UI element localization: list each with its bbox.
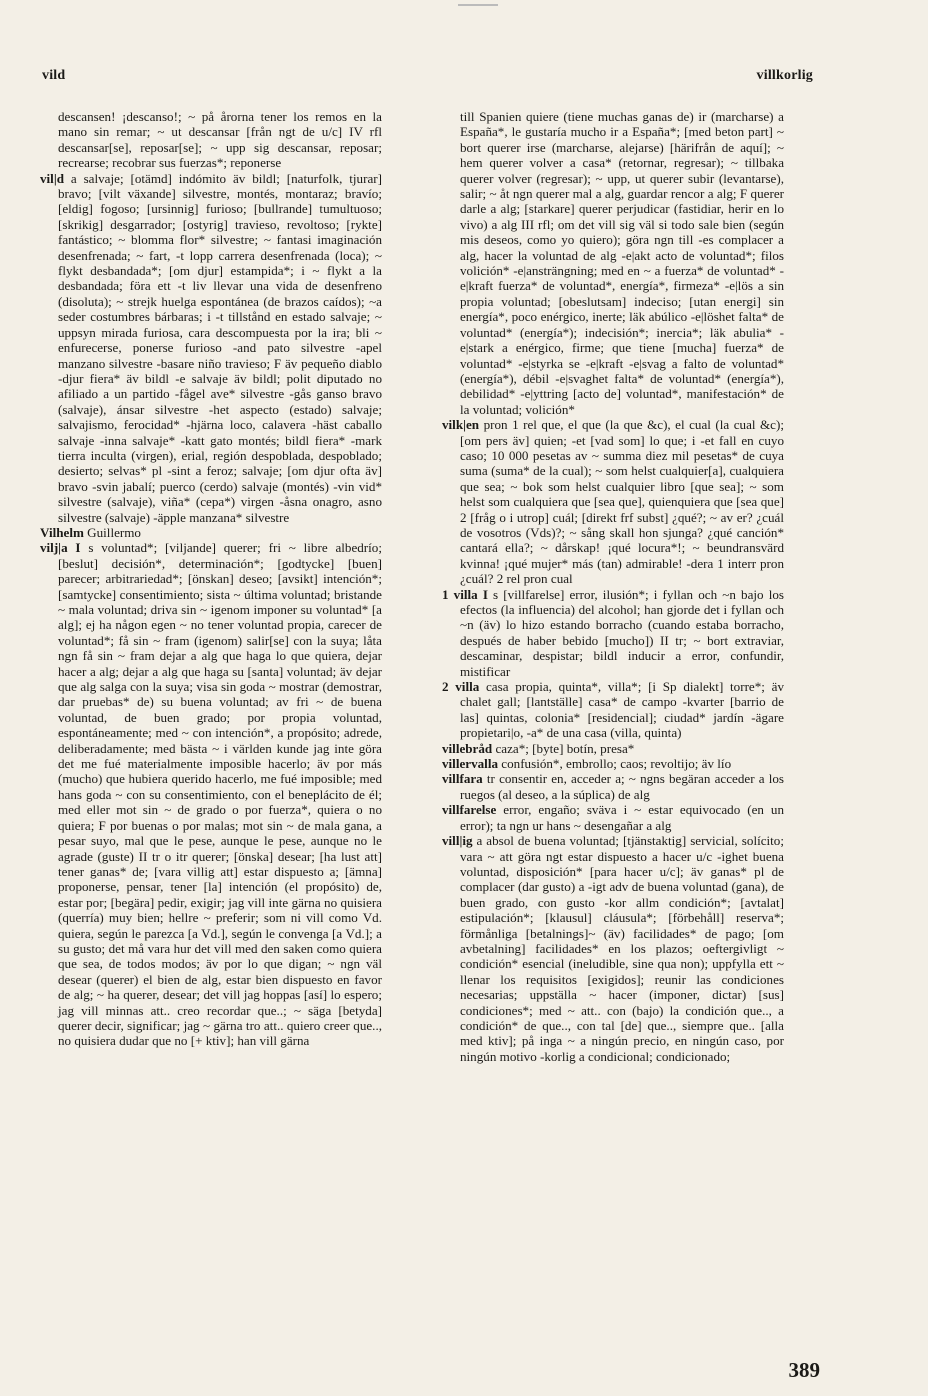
entry-text: a salvaje; [otämd] indómito äv bildl; [naturfolk, tjurar] bravo; [vilt växande] silvestre, montés, montaraz; bravío; [eldig] fogoso; [ursinnig] furioso; [bullrande] tumultuoso; [skrikig] desgarrador; [ostyrig] travieso, revoltoso; [rykte] fantástico; ~ blomma flor* silvestre; ~ fantasi imaginación desenfrenada; ~ fart, -t lopp carrera desenfrenada (loca); ~ flykt desbandada*; [om djur] estampida*; i ~ flykt a la desbandada; föra ett -t liv llevar una vida de desenfreno (disoluta); ~ strejk huelga espontánea (de brazos caídos); ~a seder costumbres bárbaras; i -t tillstånd en estado salvaje; ~ uppsyn mirada furiosa, cara descompuesta por la ira; bli ~ enfurecerse, ponerse furioso -and pato silvestre -apel manzano silvestre -basare niño travieso; F äv pequeño diablo -djur fiera* äv bildl -e salvaje äv bildl; polit diputado no afiliado a un partido -fågel ave* silvestre -gås ganso bravo (salvaje), ánsar silvestre -het aspecto (estado) salvaje; salvajismo, ferocidad* -hjärna loco, calavera -häst caballo salvaje -inna salvaje* -katt gato montés; bildl fiera* -mark tierra inculta (virgen), erial, región despoblada, despoblado; desierto; selvas* pl -sint a feroz; salvaje; [om djur ofta äv] bravo -svin jabalí; puerco (cerdo) salvaje (montés) -vin vid* silvestre (salvaje), viña* (cepa*) virgen -åsna onagro, asno silvestre (salvaje) -äpple manzana* silvestre <box>58 170 382 525</box>
left-column <box>40 109 382 1354</box>
dictionary-entry <box>442 587 784 679</box>
entry-text: confusión*, embrollo; caos; revoltijo; äv lío <box>498 756 732 772</box>
headword: villfara <box>442 771 483 787</box>
dictionary-entry <box>40 540 382 1048</box>
entry-text: pron 1 rel que, el que (la que &c), el cual (la cual &c); [om pers äv] quien; -et [vad som] lo que; i -et fall en cuyo caso; 10 000 pesetas av ~ summa diez mil pesetas* de cuya suma (suma* de la cual); ~ som helst cualquier[a], cualquiera que sea; ~ bok som helst cualquier libro [que sea]; ~ som helst som cualquiera que [sea que], quienquiera que [sea que] 2 [fråg o i utrop] cuál; [direkt frf subst] ¿qué?; ~ av er? ¿cuál de vosotros (Vds)?; ~ sång skall hon sjunga? ¿qué canción* cantará ella?; ~ dårskap! ¡qué locura*!; ~ beundransvärd kvinna! ¡qué mujer* más (tan) admirable! -dera 1 interr pron ¿cuál? 2 rel pron cual <box>460 417 784 587</box>
dictionary-entry <box>40 525 382 540</box>
left-guideword: vild <box>42 68 66 83</box>
headword: 2 villa <box>442 679 480 695</box>
headword: 1 villa I <box>442 586 488 602</box>
entry-text: tr consentir en, acceder a; ~ ngns begäran acceder a los ruegos (al deseo, a la súplica) de alg <box>460 771 784 802</box>
dictionary-entry <box>442 802 784 833</box>
dictionary-entry <box>442 417 784 586</box>
entry-text: till Spanien quiere (tiene muchas ganas de) ir (marcharse) a España*, le gustaría mucho ir a España*; [med beton part] ~ bort querer irse (marcharse, alejarse) [härifrån de aquí]; ~ hem querer volver a casa* (retornar, regresar); ~ tillbaka querer volver (regresar); ~ upp, ut querer subir (levantarse), salir; ~ åt ngn querer mal a alg, guardar rencor a alg; F querer darle a alg; [starkare] querer perjudicar (fastidiar, herir en lo vivo) a alg III rfl; om det vill sig väl si todo sale bien (según mis deseos, como yo quiero); göra ngn till -es complacer a alg, hacer la voluntad de alg -e|akt acto de voluntad*; filos volición* -e|ansträngning; med en ~ a fuerza* de voluntad* -e|kraft fuerza* de voluntad*, energía*, firmeza* -e|lös a sin propia voluntad; [obeslutsam] indeciso; [utan energi] sin energía*, poco enérgico, inerte; läk abúlico -e|löshet falta* de voluntad* (energía*); indecisión*; inercia*; läk abulia* -e|stark a enérgico, firme; que tiene [mucha] fuerza* de voluntad* -e|styrka se -e|kraft -e|svag a falto de voluntad* (energía*), débil -e|svaghet falta* de voluntad* (energía*), debilidad* -e|yttring [acto de] voluntad*, manifestación* de la voluntad; volición* <box>460 109 784 417</box>
entry-text: descansen! ¡descanso!; ~ på årorna tener los remos en la mano sin remar; ~ ut descansar [från ngt de u/c] IV rfl descansar[se], reposar[se]; ~ upp sig descansar, reposar; recrearse; recobrar sus fuerzas*; reponerse <box>58 109 382 171</box>
top-crop-mark <box>458 4 498 6</box>
headword: villervalla <box>442 756 499 772</box>
right-guideword: villkorlig <box>756 68 813 83</box>
dictionary-entry <box>442 679 784 741</box>
dictionary-entry <box>442 833 784 1064</box>
dictionary-entry <box>442 756 784 771</box>
entry-text: caza*; [byte] botín, presa* <box>492 740 635 756</box>
entry-text: a absol de buena voluntad; [tjänstaktig] servicial, solícito; vara ~ att göra ngt estar dispuesto a hacer u/c -ighet buena voluntad, disposición* [para hacer u/c]; äv ganas* pl de complacer (dar gusto) a -igt adv de buena voluntad (gana), de buen grado, con gusto -kor allm condición*; [avtalat] estipulación*; [klausul] cláusula*; [förbehåll] reserva*; förmånliga [betalnings]~ (äv) facilidades* de pago; [om avbetalning] facilidades* en los plazos; oeftergivligt ~ condición* esencial (ineludible, sine qua non); uppfylla ett ~ llenar los requisitos [exigidos]; reunir las condiciones necesarias; uppställa ~ hacer (imponer, dictar) [sus] condiciones*; med ~ att.. con (bajo) la condición que.., a condición* de que.., con tal [de] que.., siempre que.. [alla med ktiv]; på inga ~ a ningún precio, en ningún caso, por ningún motivo -korlig a condicional; condicionado; <box>460 833 784 1064</box>
entry-text: error, engaño; sväva i ~ estar equivocado (en un error); ta ngn ur hans ~ desengañar a alg <box>460 802 784 833</box>
headword: vil|d <box>40 170 64 186</box>
entry-continuation <box>40 109 382 171</box>
headword: villfarelse <box>442 802 497 818</box>
entry-continuation <box>442 109 784 417</box>
entry-text: casa propia, quinta*, villa*; [i Sp dialekt] torre*; äv chalet gall; [lantställe] casa* de campo -kvarter [barrio de las] quintas, colonia* [residencial]; ciudad* jardín -ägare propietari|o, -a* de una casa (villa, quinta) <box>460 679 784 741</box>
right-column <box>442 109 784 1354</box>
headword: vilj|a I <box>40 540 81 556</box>
entry-text: s voluntad*; [viljande] querer; fri ~ libre albedrío; [beslut] decisión*, determinación*; [godtycke] [buen] parecer; arbitrariedad*; [önskan] deseo; [avsikt] intención*; [samtycke] consentimiento; sista ~ última voluntad; bristande ~ mala voluntad; driva sin ~ igenom imponer su voluntad* [a alg]; ej ha någon egen ~ no tener voluntad propia, carecer de voluntad*; få sin ~ fram (igenom) salir[se] con la suya; låta ngn få sin ~ fram dejar a alg que haga lo que quiera, dejar hacer a alg; dejar a alg que haga su [santa] voluntad; äv dejar que alg salga con la suya; visa sin goda ~ mostrar (demostrar, dar pruebas* de) su buena voluntad; av fri ~ de buena voluntad, de buen grado; por propia voluntad, espontáneamente; med ~ con intención*, a propósito; adrede, deliberadamente; med bästa ~ i världen kunde jag inte göra det me fué materialmente imposible hacerlo; äv por más (mucho) que hubiera querido hacerlo, me fué imposible; med hans goda ~ con su consentimiento, con el beneplácito de él; med eller mot sin ~ de grado o por fuerza*, quiera o no quiera; F por buenas o por malas; mot sin ~ de mala gana, a pesar suyo, mal que le pese, aunque le pese, aunque no le agrade (guste) II tr o itr querer; [önska] desear; [ha lust att] tener ganas* de; [vara villig att] estar dispuesto a; [ämna] proponerse, pensar, tener [la] intención (el propósito) de, estar por; [begära] pedir, exigir; jag vill inte gärna no quisiera (querría) muy bien; hellre ~ preferir; som ni vill como Vd. quiera, según le parezca [a Vd.], según le convenga [a Vd.]; a su gusto; det må vara hur det vill med den saken como quiera que sea, de todos modos; äv por lo que digan; ~ ngn väl desear (querer) el bien de alg, estar bien dispuesto en favor de alg; ~ ha querer, desear; det vill jag hoppas [así] lo espero; jag vill minnas att.. creo recordar que..; ~ säga [betyda] querer decir, significar; jag ~ gärna tro att.. quiero creer que.., no quisiera dudar que no [+ ktiv]; han vill gärna <box>58 540 382 1049</box>
dictionary-entry <box>40 171 382 525</box>
dictionary-entry <box>442 771 784 802</box>
headword: vilk|en <box>442 417 480 433</box>
entry-text: s [villfarelse] error, ilusión*; i fyllan och ~n bajo los efectos (la influencia) del alcohol; han gjorde det i fyllan och ~n (äv) lo hizo estando borracho (cuando estaba borracho, después de haber bebido [mucho]) II tr; ~ bort extraviar, descaminar, despistar; bildl inducir a error, confundir, mistificar <box>460 586 784 679</box>
headword: vill|ig <box>442 833 473 849</box>
page-number: 389 <box>788 1358 820 1382</box>
dictionary-entry <box>442 741 784 756</box>
headword: Vilhelm <box>40 524 84 540</box>
headword: villebråd <box>442 740 493 756</box>
entry-text: Guillermo <box>83 524 141 540</box>
